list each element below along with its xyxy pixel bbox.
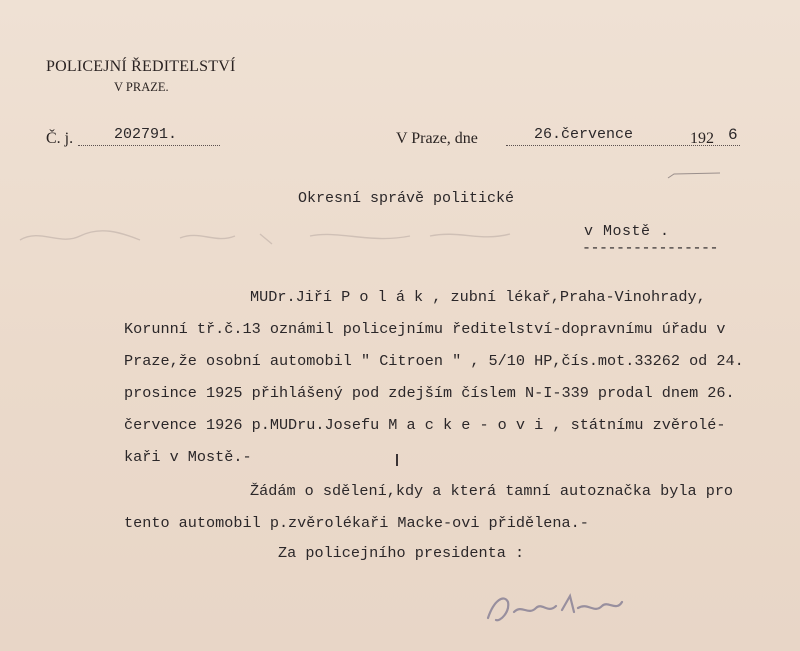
recipient-office: Okresní správě politické	[298, 190, 515, 207]
pencil-mark-icon	[650, 166, 730, 186]
body-line: Korunní tř.č.13 oznámil policejnímu ředitelství-dopravnímu úřadu v	[124, 320, 726, 338]
recipient-underline: ----------------	[582, 240, 719, 257]
body-line: tento automobil p.zvěrolékaři Macke-ovi přidělena.-	[124, 514, 589, 532]
reference-label: Č. j.	[46, 130, 74, 147]
dateline-date: 26.července	[534, 126, 634, 143]
body-line: července 1926 p.MUDru.Josefu M a c k e - o v i , státnímu zvěrolé-	[124, 416, 726, 434]
closing-line: Za policejního presidenta :	[278, 544, 525, 562]
reference-number: 202791.	[114, 126, 178, 143]
body-line: prosince 1925 přihlášený pod zdejším číslem N-I-339 prodal dnem 26.	[124, 384, 735, 402]
body-line: Žádám o sdělení,kdy a která tamní autoznačka byla pro	[250, 482, 734, 500]
dateline-year-digit: 6	[728, 126, 738, 144]
letterhead-title: POLICEJNÍ ŘEDITELSTVÍ	[46, 58, 236, 75]
body-line: kaři v Mostě.-	[124, 448, 252, 466]
reference-dotted-line	[78, 145, 220, 146]
dateline-place: V Praze, dne	[396, 130, 478, 147]
body-line: Praze,že osobní automobil " Citroen " , 5/10 HP,čís.mot.33262 od 24.	[124, 352, 744, 370]
letterhead-city: V PRAZE.	[114, 80, 169, 94]
recipient-place: v Mostě .	[584, 223, 670, 240]
signature	[470, 582, 650, 632]
body-line: MUDr.Jiří P o l á k , zubní lékař,Praha-Vinohrady,	[250, 288, 706, 306]
faded-handwriting	[10, 222, 550, 252]
ink-mark	[396, 454, 398, 466]
dateline-year-prefix: 192	[690, 130, 714, 147]
